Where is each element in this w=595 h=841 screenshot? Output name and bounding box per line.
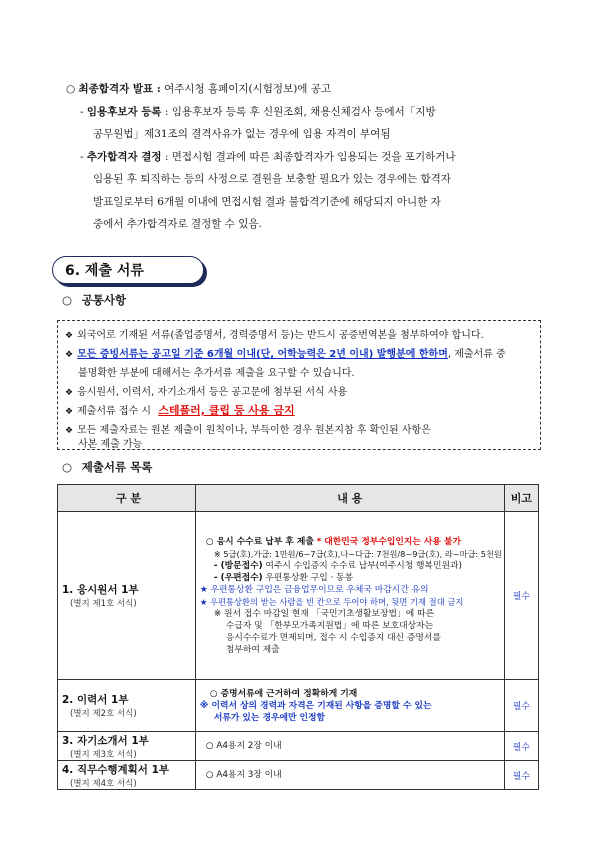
notice-item-4-emphasis: 스테플러, 클립 등 사용 금지 [158,404,295,417]
row1-line-2: ※ 5급(호),가급: 1만원/6~7급(호),나~다급: 7천원/8~9급(호), 라~마급: 5천원 [213,548,502,559]
row2-line-1: ○ 증명서류에 근거하여 정확하게 기재 [209,688,358,699]
notice-item-4 [65,402,295,418]
circle-bullet-icon: ○ [66,83,76,95]
row1-content-cell [195,512,504,680]
row1-note: 필수 [504,512,538,680]
appoint-text-1: : 임용후보자 등록 후 신원조회, 채용신체검사 등에서「지방 [164,106,436,118]
row1-name-cell [58,512,196,680]
final-announce-line [66,78,331,100]
row4-note: 필수 [504,761,538,790]
table-row [58,680,539,732]
row1-line-6: ★ 우편통상환의 받는 사람을 빈 칸으로 두어야 하며, 뒷면 기재 절대 금지 [199,596,464,607]
notice-item-1-text: 외국어로 기재된 서류(졸업증명서, 경력증명서 등)는 반드시 공증번역본을 첨부하여야 합니다. [77,330,484,341]
row3-form: (별지 제3호 서식) [70,749,137,760]
row1-line-5: ★ 우편통상환 구입은 금융업무이므로 우체국 마감시간 유의 [199,584,429,595]
common-heading [62,292,126,308]
table-row [58,732,539,761]
row2-name: 2. 이력서 1부 [62,694,129,706]
notice-item-3 [65,383,347,398]
final-announce-text: 여주시청 홈페이지(시험정보)에 공고 [164,83,332,95]
row3-content-cell [195,732,504,761]
row1-line-3: - (방문접수) 여주시 수입증지 수수료 납부(여주시청 행복민원과) [213,560,462,571]
notice-item-3-text: 응시원서, 이력서, 자기소개서 등은 공고문에 첨부된 서식 사용 [77,387,348,398]
row1-line-7: ※ 원서 접수 마감일 현재 「국민기초생활보장법」에 따른 [213,608,435,619]
row4-form: (별지 제4호 서식) [70,778,137,789]
list-heading-text: 제출서류 목록 [81,460,153,474]
documents-table [57,484,539,790]
row1-line-1: ○ 응시 수수료 납부 후 제출 * 대한민국 정부수입인지는 사용 불가 [205,536,461,547]
header-content: 내 용 [195,485,504,512]
row3-name: 3. 자기소개서 1부 [62,734,149,747]
extra-text-1: : 면접시험 결과에 따른 최종합격자가 임용되는 것을 포기하거나 [164,151,456,163]
row3-name-cell [58,732,196,761]
circle-bullet-icon: ○ [62,293,73,307]
row4-content-cell [195,761,504,790]
diamond-bullet-icon: ❖ [65,350,74,360]
notice-item-1 [65,326,484,341]
notice-item-5-cont: 사본 제출 가능 [78,439,143,450]
notice-item-5-text: 모든 제출자료는 원본 제출이 원칙이나, 부득이한 경우 원본지참 후 확인된 사항은 [77,425,431,436]
common-notice-box [57,320,541,450]
row2-line-2: ※ 이력서 상의 경력과 자격은 기재된 사항을 증명할 수 있는 [199,700,432,711]
row1-line-8: 수급자 및 「한부모가족지원법」에 따른 보호대상자는 [225,620,434,631]
row2-note: 필수 [504,680,538,732]
extra-line-1 [80,146,456,168]
appoint-text-2: 공무원법」제31조의 결격사유가 없는 경우에 임용 자격이 부여됨 [93,128,391,140]
circle-bullet-icon: ○ [62,460,73,474]
diamond-bullet-icon: ❖ [65,331,74,341]
row3-line-1: ○ A4용지 2장 이내 [205,741,282,751]
final-announce-label: 최종합격자 발표 : [78,83,161,95]
notice-item-2-emphasis: 모든 증빙서류는 공고일 기준 6개월 이내(단, 어학능력은 2년 이내) 발행분에 한하며 [77,349,448,360]
header-gubun: 구 분 [58,485,196,512]
section-title-badge [52,256,204,284]
row1-line-10: 첨부하여 제출 [225,644,280,655]
dash-bullet: - [80,106,84,118]
diamond-bullet-icon: ❖ [65,426,74,436]
notice-item-2-cont: 불명확한 부분에 대해서는 추가서류 제출을 요구할 수 있습니다. [78,368,355,379]
row2-form: (별지 제2호 서식) [70,709,137,719]
row2-name-cell [58,680,196,732]
notice-item-5 [65,421,431,436]
row3-note: 필수 [504,732,538,761]
dash-bullet: - [80,151,84,163]
extra-text-2: 임용된 후 퇴직하는 등의 사정으로 결원을 보충할 필요가 있는 경우에는 합격자 [93,173,451,185]
table-row [58,512,539,680]
row4-name: 4. 직무수행계획서 1부 [62,763,170,776]
diamond-bullet-icon: ❖ [65,407,74,417]
common-heading-text: 공통사항 [81,293,127,307]
row1-name: 1. 응시원서 1부 [62,584,139,596]
notice-item-4-pre: 제출서류 접수 시 [77,406,152,417]
header-note: 비고 [504,485,538,512]
row2-line-3: 서류가 있는 경우에만 인정함 [213,712,326,723]
row4-name-cell [58,761,196,790]
row1-line-9: 응시수수료가 면제되며, 접수 시 수입증지 대신 증명서를 [225,632,441,643]
row4-line-1: ○ A4용지 3장 이내 [205,770,282,780]
section-title: 6. 제출 서류 [65,263,144,279]
row2-content-cell [195,680,504,732]
appoint-line-1 [80,101,436,123]
appoint-label: 임용후보자 등록 [86,106,162,118]
extra-label: 추가합격자 결정 [86,151,162,163]
notice-item-2 [65,345,506,360]
notice-item-2-rest: , 제출서류 중 [447,349,506,360]
extra-text-4: 중에서 추가합격자로 결정할 수 있음. [93,218,262,230]
row1-form: (별지 제1호 서식) [70,599,137,609]
list-heading [62,459,152,475]
diamond-bullet-icon: ❖ [65,388,74,398]
table-row [58,761,539,790]
row1-line-4: - (우편접수) 우편통상환 구입 · 동봉 [213,572,354,583]
extra-text-3: 발표일로부터 6개월 이내에 면접시험 결과 불합격기준에 해당되지 아니한 자 [93,196,441,208]
table-header-row [58,485,539,512]
